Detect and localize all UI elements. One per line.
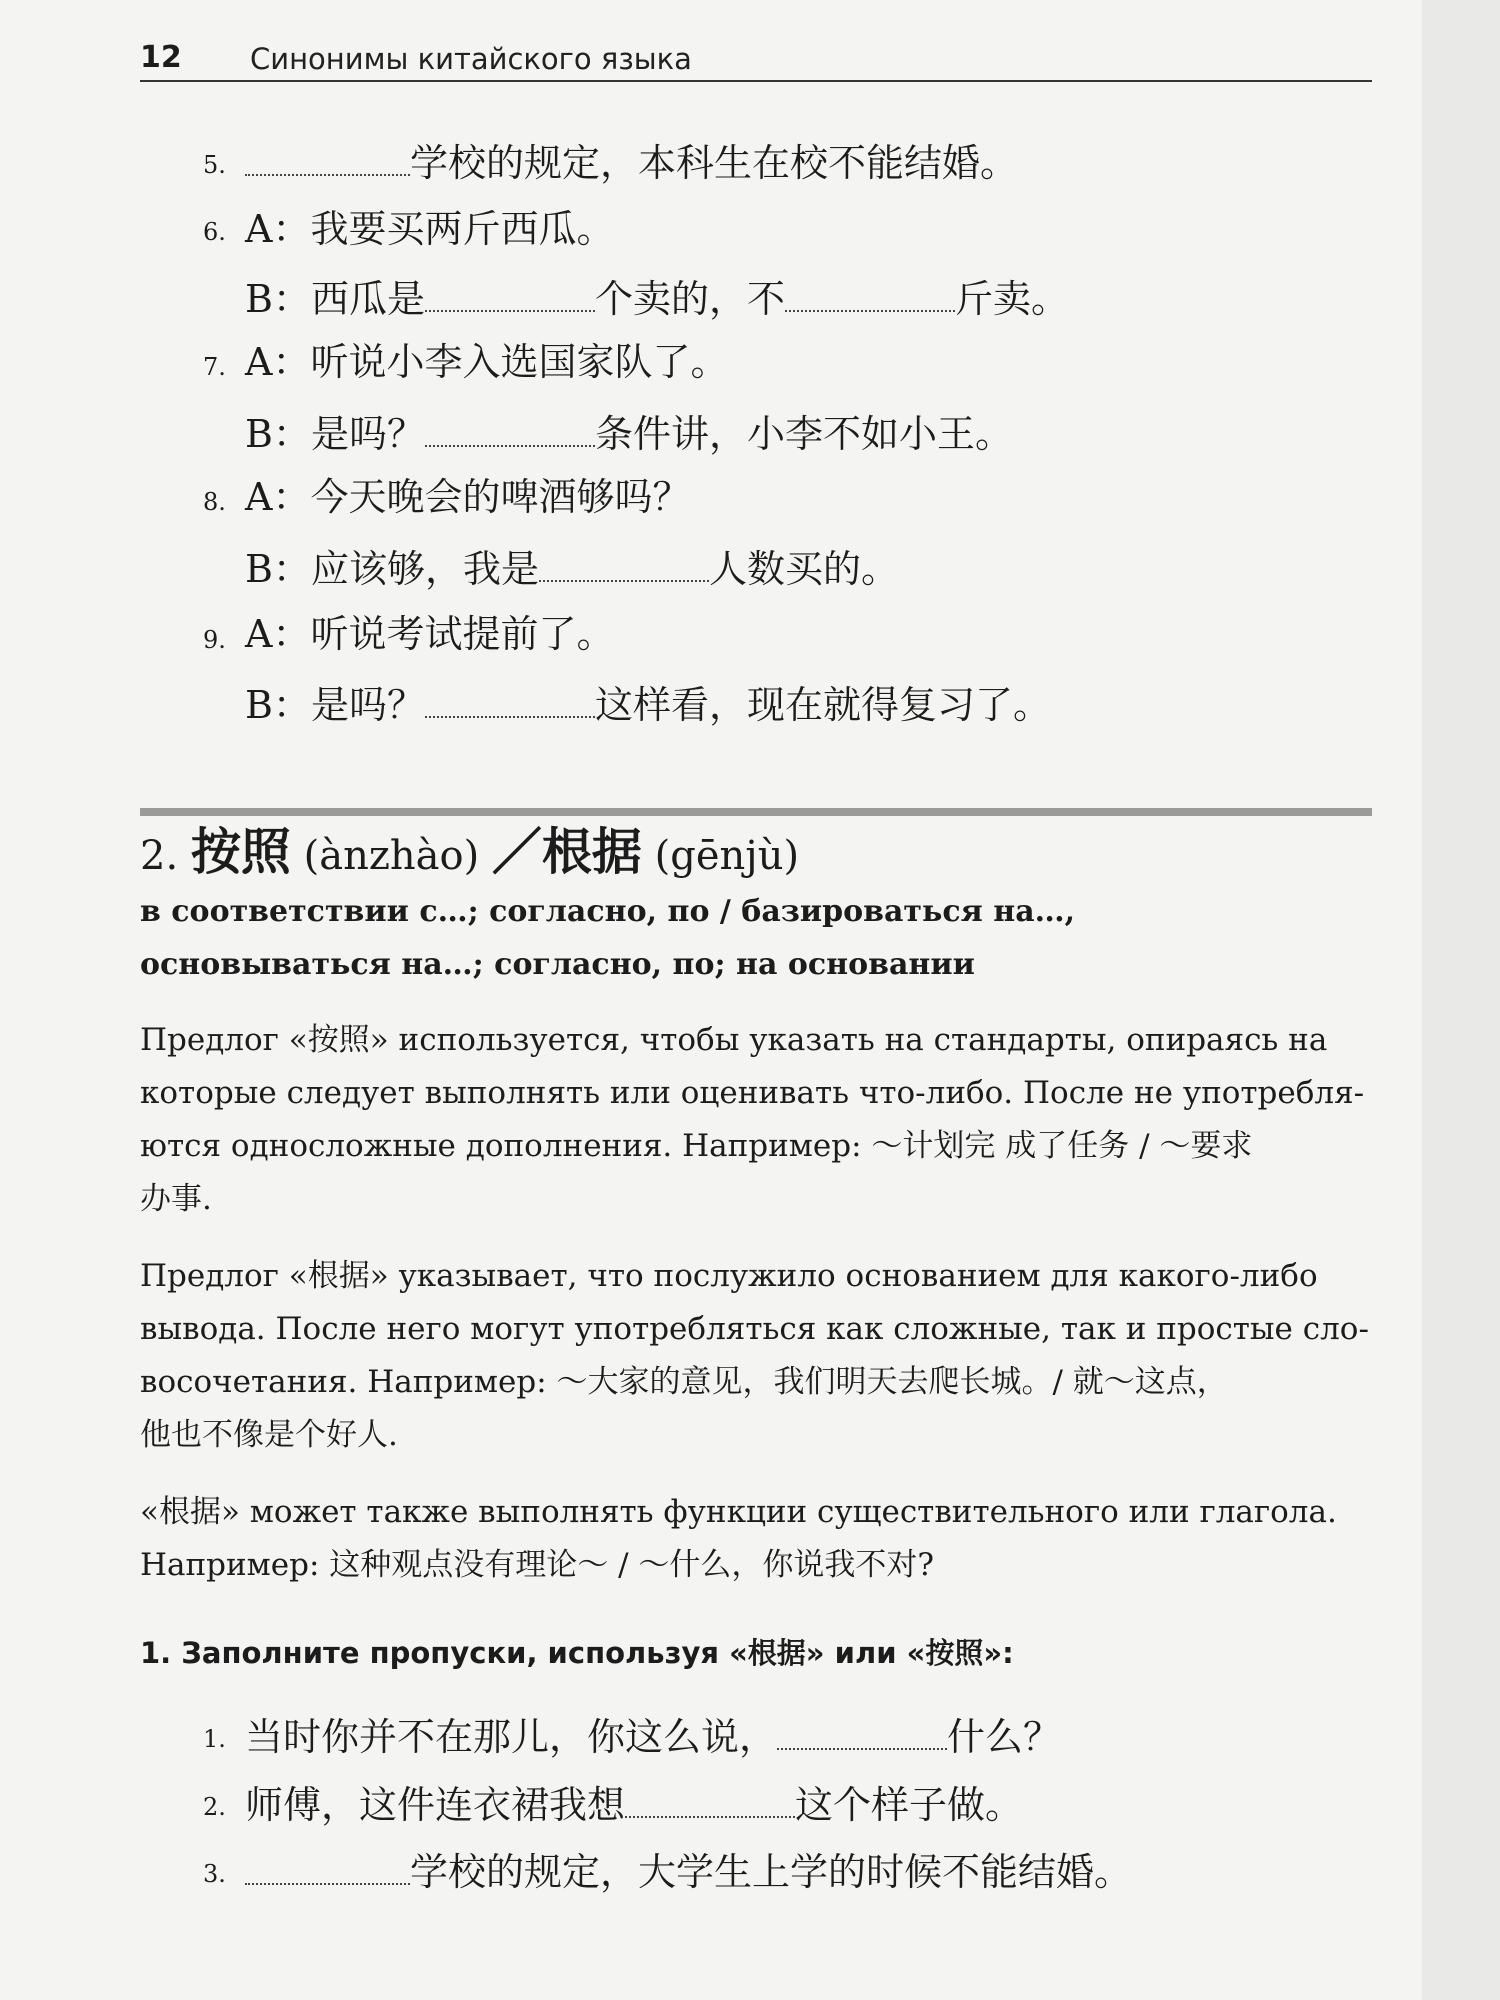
section-rule — [140, 808, 1372, 816]
answer-blank[interactable] — [425, 411, 595, 447]
item-number: 9. — [203, 626, 226, 654]
answer-blank[interactable] — [425, 276, 595, 312]
exercise-line: 学校的规定，本科生在校不能结婚。 — [245, 140, 1018, 182]
section-subtitle-line2: основываться на…; согласно, по; на основании — [140, 947, 975, 982]
section-subtitle-line1: в соответствии с…; согласно, по / базироваться на…, — [140, 894, 1076, 929]
paragraph-genju: Предлог «根据» указывает, что послужило основанием для какого-либо вывода. После него могут употребляться как сложные, так и простые сло- восочетания. Например: ～大家的意见，我们明天去爬长城。/ 就～这点， 他也不像是个好人. — [140, 1258, 1369, 1453]
answer-blank[interactable] — [539, 546, 709, 582]
answer-blank[interactable] — [245, 1849, 410, 1885]
task-line: 师傅，这件连衣裙我想 这个样子做。 — [245, 1783, 1024, 1827]
item-number: 1. — [203, 1725, 226, 1753]
header-rule — [140, 80, 1372, 82]
exercise-line: A：我要买两斤西瓜。 — [245, 207, 615, 251]
section-heading: 2. 按照 (ànzhào) ／根据 (gēnjù) — [140, 822, 800, 881]
exercise-line: A：听说考试提前了。 — [245, 612, 615, 656]
exercise-line: B：是吗？ 条件讲，小李不如小王。 — [245, 412, 1013, 456]
page-number: 12 — [140, 40, 182, 75]
exercise-line: A：听说小李入选国家队了。 — [245, 340, 729, 384]
task-title: 1. Заполните пропуски, используя «根据» или «按照»: — [140, 1636, 1014, 1670]
item-number: 6. — [203, 218, 226, 246]
item-number: 5. — [203, 151, 226, 179]
answer-blank[interactable] — [777, 1714, 947, 1750]
answer-blank[interactable] — [425, 682, 595, 718]
answer-blank[interactable] — [785, 276, 955, 312]
task-line: 当时你并不在那儿，你这么说， 什么？ — [245, 1715, 1062, 1759]
paragraph-genju-noun: «根据» может также выполнять функции существительного или глагола. Например: 这种观点没有理论～ / ～什么，你说我不对? — [140, 1494, 1337, 1583]
running-title: Синонимы китайского языка — [250, 42, 692, 76]
item-number: 3. — [203, 1860, 226, 1888]
task-line: 学校的规定，大学生上学的时候不能结婚。 — [245, 1849, 1132, 1891]
exercise-line: B：应该够，我是 人数买的。 — [245, 547, 899, 591]
item-number: 2. — [203, 1793, 226, 1821]
exercise-line: B：西瓜是 个卖的，不 斤卖。 — [245, 277, 1069, 321]
exercise-line: A：今天晚会的啤酒够吗？ — [245, 475, 691, 519]
answer-blank[interactable] — [245, 140, 410, 176]
item-number: 7. — [203, 353, 226, 381]
answer-blank[interactable] — [625, 1782, 795, 1818]
paragraph-anzhao: Предлог «按照» используется, чтобы указать на стандарты, опираясь на которые следует выполнять или оценивать что-либо. После не употребля- ются односложные дополнения. Например: ～计划完 成了任务 / ～要求 办事. — [140, 1022, 1365, 1217]
exercise-line: B：是吗？ 这样看，现在就得复习了。 — [245, 683, 1051, 727]
item-number: 8. — [203, 488, 226, 516]
